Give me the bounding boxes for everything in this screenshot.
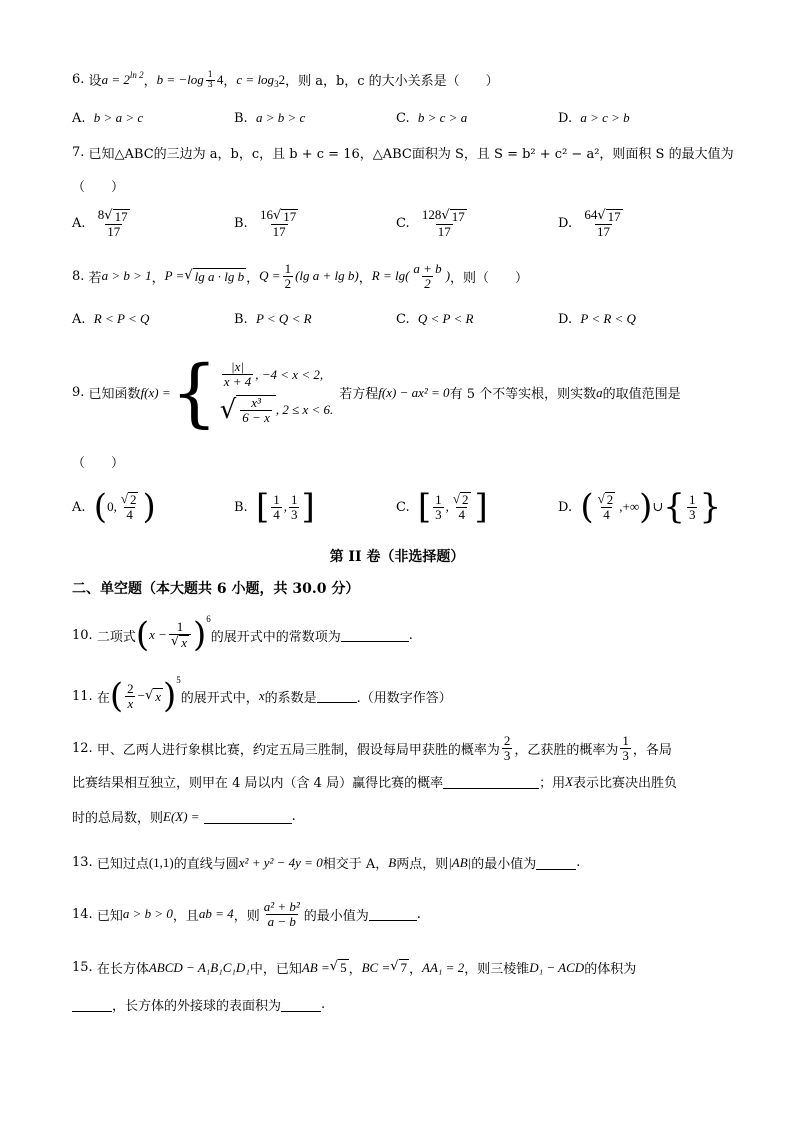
q9-option-c[interactable]: C. [ $\frac{1}{3}$ , √ 2 4 ] bbox=[396, 487, 488, 527]
part-2-title: 第 II 卷（非选择题） bbox=[329, 549, 465, 565]
q9-var: a bbox=[596, 384, 603, 400]
q7-option-d[interactable]: D. 64√ 17 17 bbox=[558, 207, 621, 239]
q8-q-rhs: (lg a + lg b) bbox=[295, 268, 359, 284]
q15-answer-blank-1[interactable] bbox=[72, 998, 112, 1012]
q7-option-c[interactable]: C. 128√ 17 17 bbox=[396, 207, 465, 239]
q6-b-base: $\frac{1}{3}$ bbox=[207, 70, 213, 89]
q12-line1-a: 甲、乙两人进行象棋比赛，约定五局三胜制，假设每局甲获胜的概率为 bbox=[96, 742, 500, 758]
question-9 bbox=[72, 345, 722, 440]
q11-fraction: $\frac{2}{x}$ bbox=[127, 680, 134, 711]
q10-x-term: x − bbox=[149, 627, 167, 642]
q9-paren: （ ） bbox=[72, 456, 125, 471]
q12-line2-a: 比赛结果相互独立，则甲在 4 局以内（含 4 局）赢得比赛的概率 bbox=[72, 776, 444, 791]
q9-left-brace: { bbox=[170, 349, 218, 436]
q13-point: (1,1) bbox=[148, 854, 174, 870]
q10-exponent: 6 bbox=[206, 614, 211, 624]
q12-var-x: X bbox=[565, 773, 574, 789]
q13-pre: 已知过点 bbox=[96, 857, 149, 872]
q6-option-d[interactable]: D. a > c > b bbox=[558, 110, 630, 126]
q14-equation: ab = 4 bbox=[198, 906, 234, 921]
q14-answer-blank[interactable] bbox=[369, 907, 417, 921]
q9-option-a[interactable]: A. ( 0, √ 2 4 ) bbox=[72, 487, 156, 527]
q12-line3-a: 时的总局数，则 bbox=[72, 811, 164, 826]
q11-exponent: 5 bbox=[176, 675, 181, 685]
q8-q-half: $\frac{1}{2}$ bbox=[284, 261, 292, 291]
q15-line1-a: 在长方体 bbox=[96, 962, 149, 977]
q6-a-exponent: ln 2 bbox=[129, 70, 144, 80]
q7-option-b[interactable]: B. 16√ 17 17 bbox=[234, 207, 297, 239]
q10-pre: 二项式 bbox=[96, 629, 136, 645]
q14-mid: ，且 bbox=[172, 908, 199, 924]
q9-equation: f(x) − ax² = 0 bbox=[378, 384, 450, 400]
q8-q-lhs: Q = bbox=[259, 268, 281, 284]
q15-line2-a: ，长方体的外接球的表面积为 bbox=[112, 999, 282, 1014]
q7-stem-line2: （ ） bbox=[72, 180, 125, 195]
q9-post: 有 5 个不等实根，则实数 bbox=[449, 387, 597, 402]
q15-number: 15. bbox=[72, 960, 93, 975]
q10-end: . bbox=[408, 627, 413, 643]
q9-fx: f(x) = bbox=[140, 384, 171, 400]
q14-mid2: ，则 bbox=[233, 908, 260, 924]
q6-c-arg: 2 bbox=[278, 71, 286, 87]
q12-end: . bbox=[291, 809, 296, 824]
q12-expectation: E(X) = bbox=[163, 808, 200, 824]
q9-option-b[interactable]: B. [ $\frac{1}{4}$ , $\frac{1}{3}$ ] bbox=[234, 487, 315, 527]
q11-var: x bbox=[258, 688, 265, 703]
q12-p2: $\frac{1}{3}$ bbox=[622, 732, 629, 763]
q6-stem-pre: 设 bbox=[88, 74, 102, 89]
q9-mid: 若方程 bbox=[339, 387, 379, 402]
q15-aa1: AA₁ = 2 bbox=[422, 959, 465, 975]
q8-options bbox=[72, 311, 722, 331]
q11-post2: 的系数是 bbox=[264, 690, 317, 706]
q8-condition: a > b > 1 bbox=[101, 268, 152, 284]
q9-option-d[interactable]: D. ( √ 2 4 ,+∞ ) ∪ { $\frac{1}{3}$ } bbox=[558, 487, 722, 527]
q15-ab-sqrt: √ 5 bbox=[329, 959, 347, 975]
q6-option-c[interactable]: C. b > c > a bbox=[396, 110, 468, 126]
q6-c-base: 3 bbox=[274, 79, 279, 89]
q12-line1-b: ，乙获胜的概率为 bbox=[514, 742, 619, 758]
q10-post: 的展开式中的常数项为 bbox=[210, 629, 341, 645]
q8-number: 8. bbox=[72, 268, 85, 284]
q7-number: 7. bbox=[72, 145, 85, 160]
q15-answer-blank-2[interactable] bbox=[281, 998, 321, 1012]
q9-number: 9. bbox=[72, 385, 85, 400]
q13-number: 13. bbox=[72, 855, 93, 870]
q12-line1-c: ，各局 bbox=[632, 742, 672, 758]
q8-option-b[interactable]: B. P < Q < R bbox=[234, 311, 312, 327]
section-2-heading: 二、单空题（本大题共 6 小题，共 30.0 分） bbox=[72, 581, 360, 597]
q9-pre: 已知函数 bbox=[88, 387, 141, 402]
q11-end: .（用数字作答） bbox=[356, 690, 452, 706]
q15-tetrahedron: D₁ − ACD bbox=[529, 959, 585, 975]
question-11: 11. 在 ( $\frac{2}{x}$ − √ x ) $^5$ 的展开式中， x 的系数是 .（用数字作答） bbox=[72, 675, 452, 716]
q8-option-c[interactable]: C. Q < P < R bbox=[396, 311, 474, 327]
q15-line1-c: ，则三棱锥 bbox=[464, 962, 530, 977]
question-13 bbox=[72, 853, 722, 872]
q15-line1-d: 的体积为 bbox=[584, 962, 637, 977]
q15-ab: AB = bbox=[301, 959, 330, 975]
question-10: 10. 二项式 ( x − 1 √ x ) $^6$ 的展开式中的常数项为 . bbox=[72, 614, 413, 655]
q6-b-arg: 4 bbox=[216, 71, 224, 87]
q7-option-a[interactable]: A. 8√ 17 17 bbox=[72, 207, 128, 239]
q12-line2-c: 表示比赛决出胜负 bbox=[573, 776, 678, 791]
q13-mid: 的直线与圆 bbox=[173, 857, 239, 872]
q12-line2-b: ；用 bbox=[539, 776, 566, 791]
q15-line1-b: 中，已知 bbox=[249, 962, 302, 977]
q12-answer-blank-1[interactable] bbox=[443, 775, 539, 789]
q9-piecewise: $\frac{|x|}{x + 4}$ , −4 < x < 2, √ $\frac{\text{x³}}{6 - x}$ , 2 ≤ x < 6. bbox=[219, 359, 334, 425]
q13-answer-blank[interactable] bbox=[536, 856, 576, 870]
q9-paren-line bbox=[72, 452, 722, 471]
q9-options bbox=[72, 482, 722, 532]
q7-options bbox=[72, 208, 722, 248]
q8-post: ，则（ ） bbox=[450, 270, 529, 286]
q8-r-rhs: ) bbox=[445, 268, 451, 284]
q8-p-lhs: P = bbox=[164, 268, 185, 284]
q8-r-frac: $\frac{a + b}{2}$ bbox=[413, 261, 442, 291]
q15-bc: BC = bbox=[361, 959, 391, 975]
q12-answer-blank-2[interactable] bbox=[204, 810, 292, 824]
q6-c-expr: c = log bbox=[236, 71, 275, 87]
q9-post2: 的取值范围是 bbox=[602, 387, 681, 402]
q6-options bbox=[72, 110, 722, 130]
q13-point-b: B bbox=[388, 854, 397, 870]
q15-end: . bbox=[321, 997, 326, 1012]
q6-option-b[interactable]: B. a > b > c bbox=[234, 110, 306, 126]
question-15: 15. 在长方体 ABCD − A₁B₁C₁D₁ 中，已知 AB = √ 5 ， BC = √ 7 ， AA₁ = 2 ，则三棱锥 D₁ − ACD 的体积为 ，长方体的外接球的表面积为 . bbox=[72, 959, 637, 1014]
question-8: 8. 若 a > b > 1 ， P = √ lg a · lg b ， Q = $\frac{1}{2}$ (lg a + lg b) ， R = lg( $\frac{a + b}{2}$ ) ，则（ ） bbox=[72, 261, 529, 291]
q15-cuboid: ABCD − A₁B₁C₁D₁ bbox=[148, 959, 250, 975]
q14-number: 14. bbox=[72, 906, 93, 922]
q8-option-a[interactable]: A. R < P < Q bbox=[72, 311, 150, 327]
question-6: 6. 设 a = 2 $^{ln 2}$ ， b = −log $\frac{1}{3}$ 4 ， c = log $_3$ 2 ，则 a，b，c 的大小关系是（ ） bbox=[72, 70, 499, 89]
q8-p-sqrt: √ lg a · lg b bbox=[184, 267, 245, 284]
q6-option-a[interactable]: A. b > a > c bbox=[72, 110, 144, 126]
q14-condition: a > b > 0 bbox=[122, 906, 173, 921]
q7-stem-line1: 已知△ABC的三边为 a，b，c，且 b + c = 16，△ABC面积为 S，且 S = b² + c² − a²，则面积 S 的最大值为 bbox=[88, 147, 734, 162]
q6-b-expr: b = −log bbox=[156, 71, 204, 87]
q13-mid2: 相交于 A， bbox=[322, 857, 389, 872]
q12-p1: $\frac{2}{3}$ bbox=[503, 732, 511, 763]
q13-mid3: 两点，则 bbox=[396, 857, 449, 872]
q6-a-expr: a = 2 bbox=[101, 71, 130, 87]
question-12 bbox=[72, 730, 722, 826]
q11-post: 的展开式中， bbox=[180, 690, 259, 706]
q11-answer-blank[interactable] bbox=[317, 689, 357, 703]
q11-pre: 在 bbox=[96, 690, 110, 706]
q6-number: 6. bbox=[72, 72, 85, 87]
q6-stem-post: ，则 a，b，c 的大小关系是（ ） bbox=[285, 74, 499, 89]
q14-fraction: $\frac{\text{a² + b²}}{a - b}$ bbox=[263, 898, 300, 929]
q14-post: 的最小值为 bbox=[303, 908, 369, 924]
q14-pre: 已知 bbox=[96, 908, 123, 924]
q11-sqrt: √ x bbox=[144, 687, 162, 704]
q12-number: 12. bbox=[72, 740, 93, 756]
question-7 bbox=[72, 143, 734, 195]
q13-circle-equation: x² + y² − 4y = 0 bbox=[238, 854, 323, 870]
q13-ab: |AB| bbox=[448, 854, 472, 870]
q14-end: . bbox=[416, 906, 421, 922]
q11-minus: − bbox=[137, 688, 145, 703]
q8-r-lhs: R = lg( bbox=[371, 268, 410, 284]
q10-fraction: 1 √ x bbox=[169, 620, 191, 649]
q10-answer-blank[interactable] bbox=[341, 628, 409, 642]
q11-number: 11. bbox=[72, 688, 93, 704]
q10-number: 10. bbox=[72, 627, 93, 643]
question-14 bbox=[72, 892, 722, 936]
q13-end: . bbox=[576, 855, 581, 870]
q8-pre: 若 bbox=[88, 270, 102, 286]
q15-bc-sqrt: √ 7 bbox=[390, 959, 408, 975]
q8-option-d[interactable]: D. P < R < Q bbox=[558, 311, 636, 327]
q13-post: 的最小值为 bbox=[471, 857, 537, 872]
